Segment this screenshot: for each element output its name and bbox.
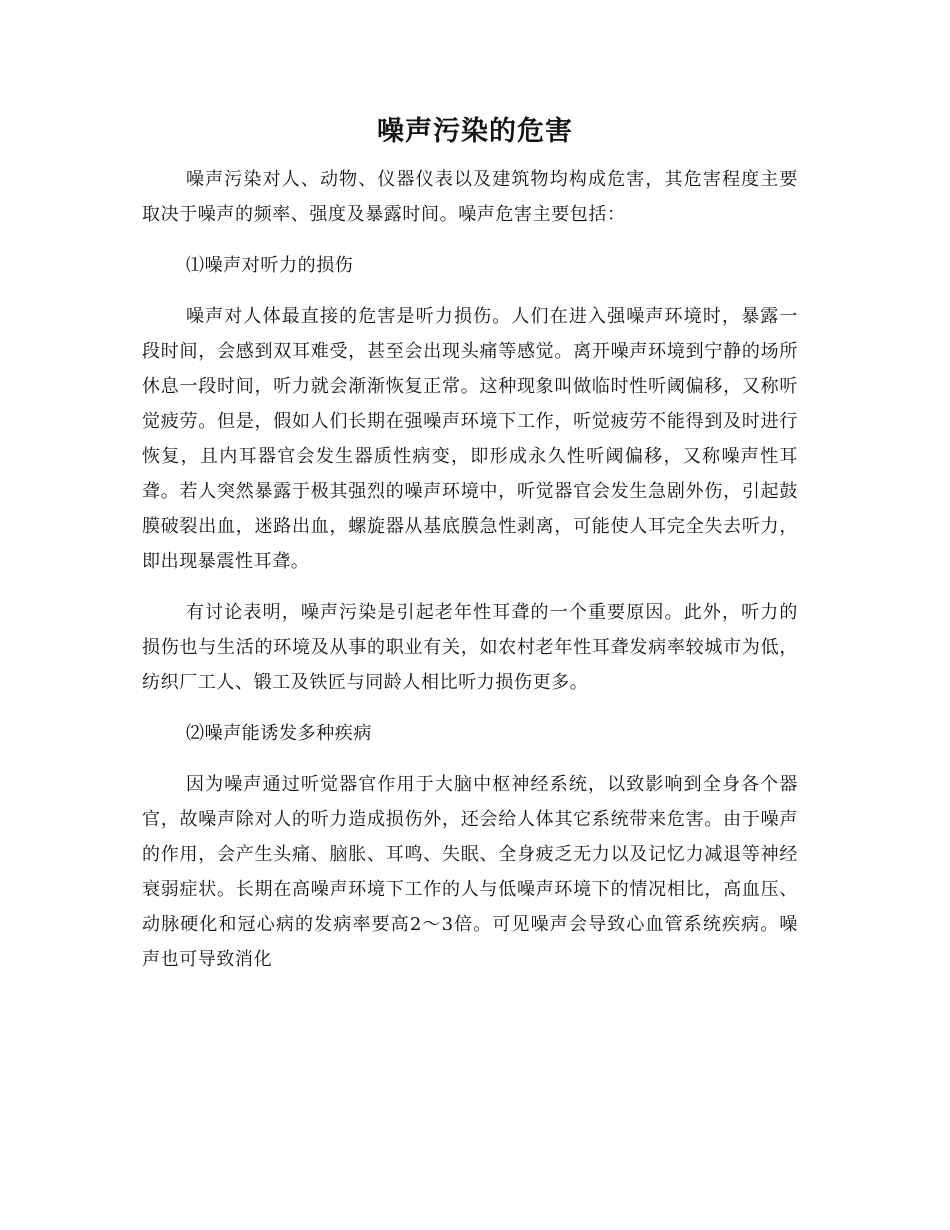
section-1-paragraph-1: 噪声对人体最直接的危害是听力损伤。人们在进入强噪声环境时，暴露一段时间，会感到双耳难受，甚至会出现头痛等感觉。离开噪声环境到宁静的场所休息一段时间，听力就会渐渐恢复正常。这种现象叫做临时性听阈偏移，又称听觉疲劳。但是，假如人们长期在强噪声环境下工作，听觉疲劳不能得到及时进行恢复，且内耳器官会发生器质性病变，即形成永久性听阈偏移，又称噪声性耳聋。若人突然暴露于极其强烈的噪声环境中，听觉器官会发生急剧外伤，引起鼓膜破裂出血，迷路出血，螺旋器从基底膜急性剥离，可能使人耳完全失去听力，即出现暴震性耳聋。: [142, 306, 798, 572]
section-1-heading: ⑴噪声对听力的损伤: [186, 255, 354, 276]
intro-paragraph: 噪声污染对人、动物、仪器仪表以及建筑物均构成危害，其危害程度主要取决于噪声的频率、强度及暴露时间。噪声危害主要包括：: [142, 169, 798, 225]
document-title: 噪声污染的危害: [377, 116, 573, 147]
paragraph-gap: [142, 700, 798, 716]
paragraph-gap: [142, 579, 798, 595]
paragraph-gap: [142, 751, 798, 767]
paragraph-gap: [142, 232, 798, 248]
document-body: [142, 162, 798, 977]
section-2-paragraph-1: 因为噪声通过听觉器官作用于大脑中枢神经系统，以致影响到全身各个器官，故噪声除对人的听力造成损伤外，还会给人体其它系统带来危害。由于噪声的作用，会产生头痛、脑胀、耳鸣、失眠、全身疲乏无力以及记忆力减退等神经衰弱症状。长期在高噪声环境下工作的人与低噪声环境下的情况相比，高血压、动脉硬化和冠心病的发病率要高2～3倍。可见噪声会导致心血管系统疾病。噪声也可导致消化: [142, 774, 798, 970]
section-1-paragraph-2: 有讨论表明，噪声污染是引起老年性耳聋的一个重要原因。此外，听力的损伤也与生活的环境及从事的职业有关，如农村老年性耳聋发病率较城市为低，纺织厂工人、锻工及铁匠与同龄人相比听力损伤更多。: [142, 602, 798, 693]
paragraph-gap: [142, 283, 798, 299]
section-2-heading: ⑵噪声能诱发多种疾病: [186, 723, 372, 744]
